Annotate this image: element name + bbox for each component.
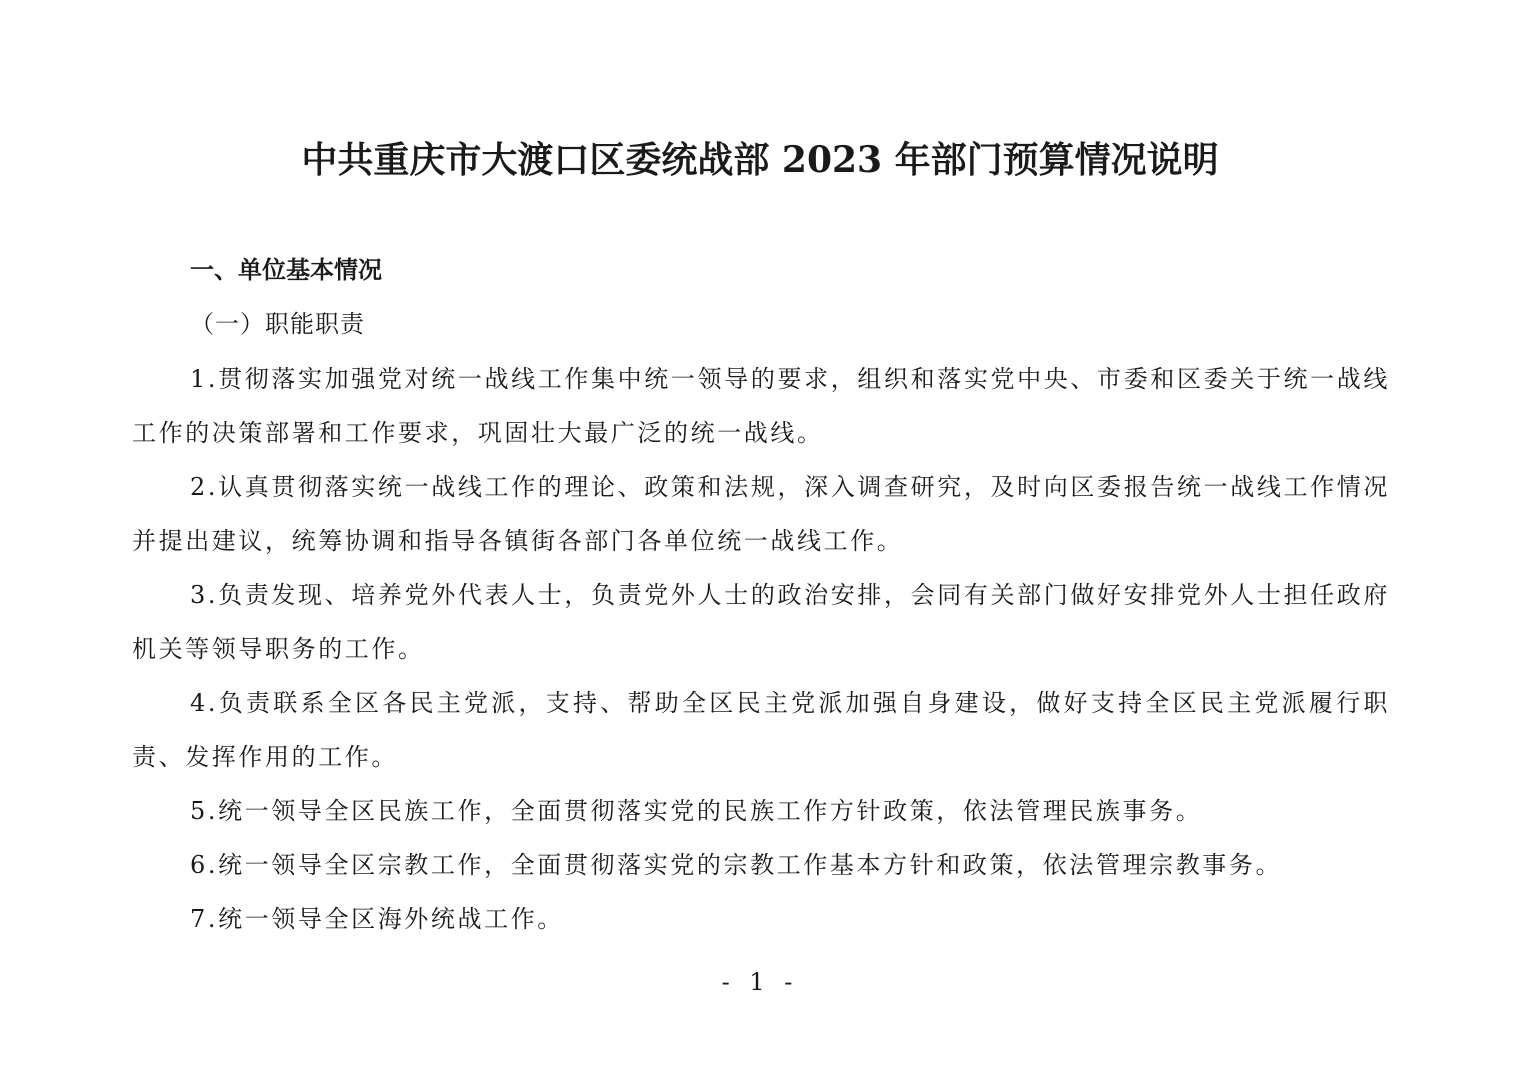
- duty-paragraph-3: 3.负责发现、培养党外代表人士，负责党外人士的政治安排，会同有关部门做好安排党外人士担任政府机关等领导职务的工作。: [132, 581, 1390, 663]
- page-number: - 1 -: [721, 968, 799, 996]
- document-title: 中共重庆市大渡口区委统战部 2023 年部门预算情况说明: [301, 139, 1219, 181]
- duty-paragraph-5: 5.统一领导全区民族工作，全面贯彻落实党的民族工作方针政策，依法管理民族事务。: [190, 797, 1203, 825]
- duty-paragraph-4: 4.负责联系全区各民主党派，支持、帮助全区民主党派加强自身建设，做好支持全区民主党派履行职责、发挥作用的工作。: [132, 689, 1390, 771]
- duty-paragraph-2: 2.认真贯彻落实统一战线工作的理论、政策和法规，深入调查研究，及时向区委报告统一战线工作情况并提出建议，统筹协调和指导各镇街各部门各单位统一战线工作。: [132, 473, 1390, 555]
- section-heading: 一、单位基本情况: [190, 256, 382, 284]
- duty-paragraph-1: 1.贯彻落实加强党对统一战线工作集中统一领导的要求，组织和落实党中央、市委和区委关于统一战线工作的决策部署和工作要求，巩固壮大最广泛的统一战线。: [132, 365, 1390, 447]
- duty-paragraph-6: 6.统一领导全区宗教工作，全面贯彻落实党的宗教工作基本方针和政策，依法管理宗教事务。: [190, 851, 1283, 879]
- sub-heading: （一）职能职责: [190, 310, 365, 338]
- duty-paragraph-7: 7.统一领导全区海外统战工作。: [190, 905, 564, 933]
